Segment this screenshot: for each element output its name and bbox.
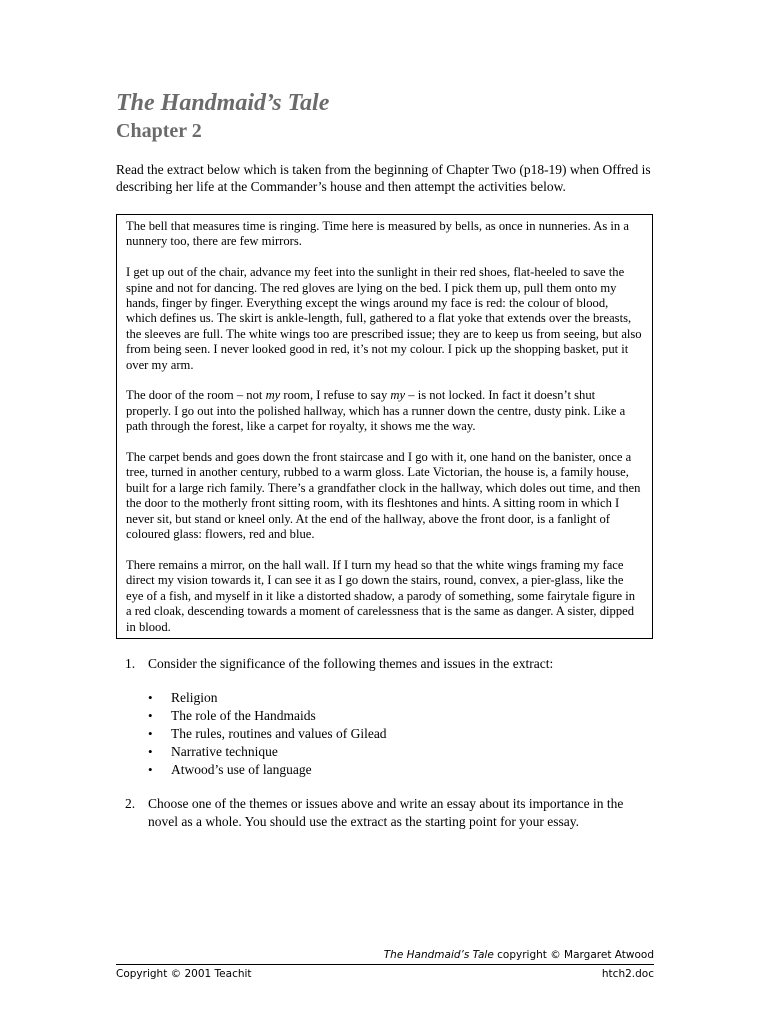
list-item — [148, 743, 654, 761]
bullet-icon: • — [148, 725, 153, 741]
chapter-heading: Chapter 2 — [116, 120, 202, 142]
themes-list — [148, 689, 654, 779]
extract-paragraph-2: I get up out of the chair, advance my feet into the sunlight in their red shoes, flat-heeled to save the spine and not for dancing. The red gloves are lying on the bed. I pick them up, pull them onto my hands, finger by finger. Everything except the wings around my face is red: the colour of blood, which defines us. The skirt is ankle-length, full, gathered to a flat yoke that extends over the breasts, the sleeves are full. The white wings too are prescribed issue; they are to keep us from seeing, but also from being seen. I never looked good in red, it’s not my colour. I pick up the shopping basket, put it over my arm. — [126, 265, 642, 372]
bullet-icon: • — [148, 761, 153, 777]
question-text: Consider the significance of the following themes and issues in the extract: — [148, 655, 554, 671]
bullet-icon: • — [148, 743, 153, 759]
question-1 — [125, 655, 654, 673]
emphasis-my: my — [390, 388, 406, 403]
question-2 — [125, 795, 654, 831]
questions-section — [116, 655, 654, 831]
question-number: 2. — [125, 795, 136, 811]
extract-paragraph-1: The bell that measures time is ringing. Time here is measured by bells, as once in nunneries. As in a nunnery too, there are few mirrors. — [126, 219, 629, 249]
footer-attribution — [116, 947, 654, 965]
question-text: Choose one of the themes or issues above and write an essay about its importance in the novel as a whole. You should use the extract as the starting point for your essay. — [148, 795, 624, 829]
footer-filename: htch2.doc — [601, 968, 654, 980]
list-item — [148, 707, 654, 725]
footer-book-title: The Handmaid’s Tale — [383, 949, 494, 961]
list-item — [148, 761, 654, 779]
emphasis-my: my — [265, 388, 281, 403]
extract-text: The door of the room – not — [126, 388, 266, 403]
extract-paragraph-3 — [126, 388, 642, 434]
extract-text: room, I refuse to say — [280, 388, 391, 403]
bullet-icon: • — [148, 689, 153, 705]
footer-info — [116, 965, 654, 982]
theme-label: Religion — [171, 689, 218, 705]
document-page — [116, 88, 654, 831]
theme-label: The role of the Handmaids — [171, 707, 316, 723]
footer-book-copyright: copyright © Margaret Atwood — [493, 949, 654, 961]
theme-label: The rules, routines and values of Gilead — [171, 725, 387, 741]
list-item — [148, 725, 654, 743]
list-item — [148, 689, 654, 707]
extract-text: – is not locked. In fact it doesn’t shut properly. I go out into the polished hallway, which has a runner down the centre, dusty pink. Like a path through the forest, like a carpet for royalty, it shows me the way. — [126, 388, 626, 434]
footer-copyright: Copyright © 2001 Teachit — [116, 968, 252, 980]
bullet-icon: • — [148, 707, 153, 723]
page-footer — [116, 947, 654, 982]
question-number: 1. — [125, 655, 136, 671]
extract-paragraph-5: There remains a mirror, on the hall wall. If I turn my head so that the white wings framing my face direct my vision towards it, I can see it as I go down the stairs, round, convex, a pier-glass, like the eye of a fish, and myself in it like a distorted shadow, a parody of something, some fairytale figure in a red cloak, descending towards a moment of carelessness that is the same as danger. A sister, dipped in blood. — [126, 557, 636, 634]
document-title: The Handmaid’s Tale — [116, 90, 330, 116]
theme-label: Narrative technique — [171, 743, 278, 759]
intro-paragraph: Read the extract below which is taken from the beginning of Chapter Two (p18-19) when Offred is describing her life at the Commander’s house and then attempt the activities below. — [116, 162, 651, 194]
theme-label: Atwood’s use of language — [171, 761, 312, 777]
extract-box — [116, 214, 653, 639]
extract-paragraph-4: The carpet bends and goes down the front staircase and I go with it, one hand on the banister, once a tree, turned in another century, rubbed to a warm gloss. Late Victorian, the house is, a family house, built for a large rich family. There’s a grandfather clock in the hallway, which doles out time, and then the door to the motherly front sitting room, with its fleshtones and hints. A sitting room in which I never sit, but stand or kneel only. At the end of the hallway, above the front door, is a fanlight of coloured glass: flowers, red and blue. — [126, 450, 641, 542]
